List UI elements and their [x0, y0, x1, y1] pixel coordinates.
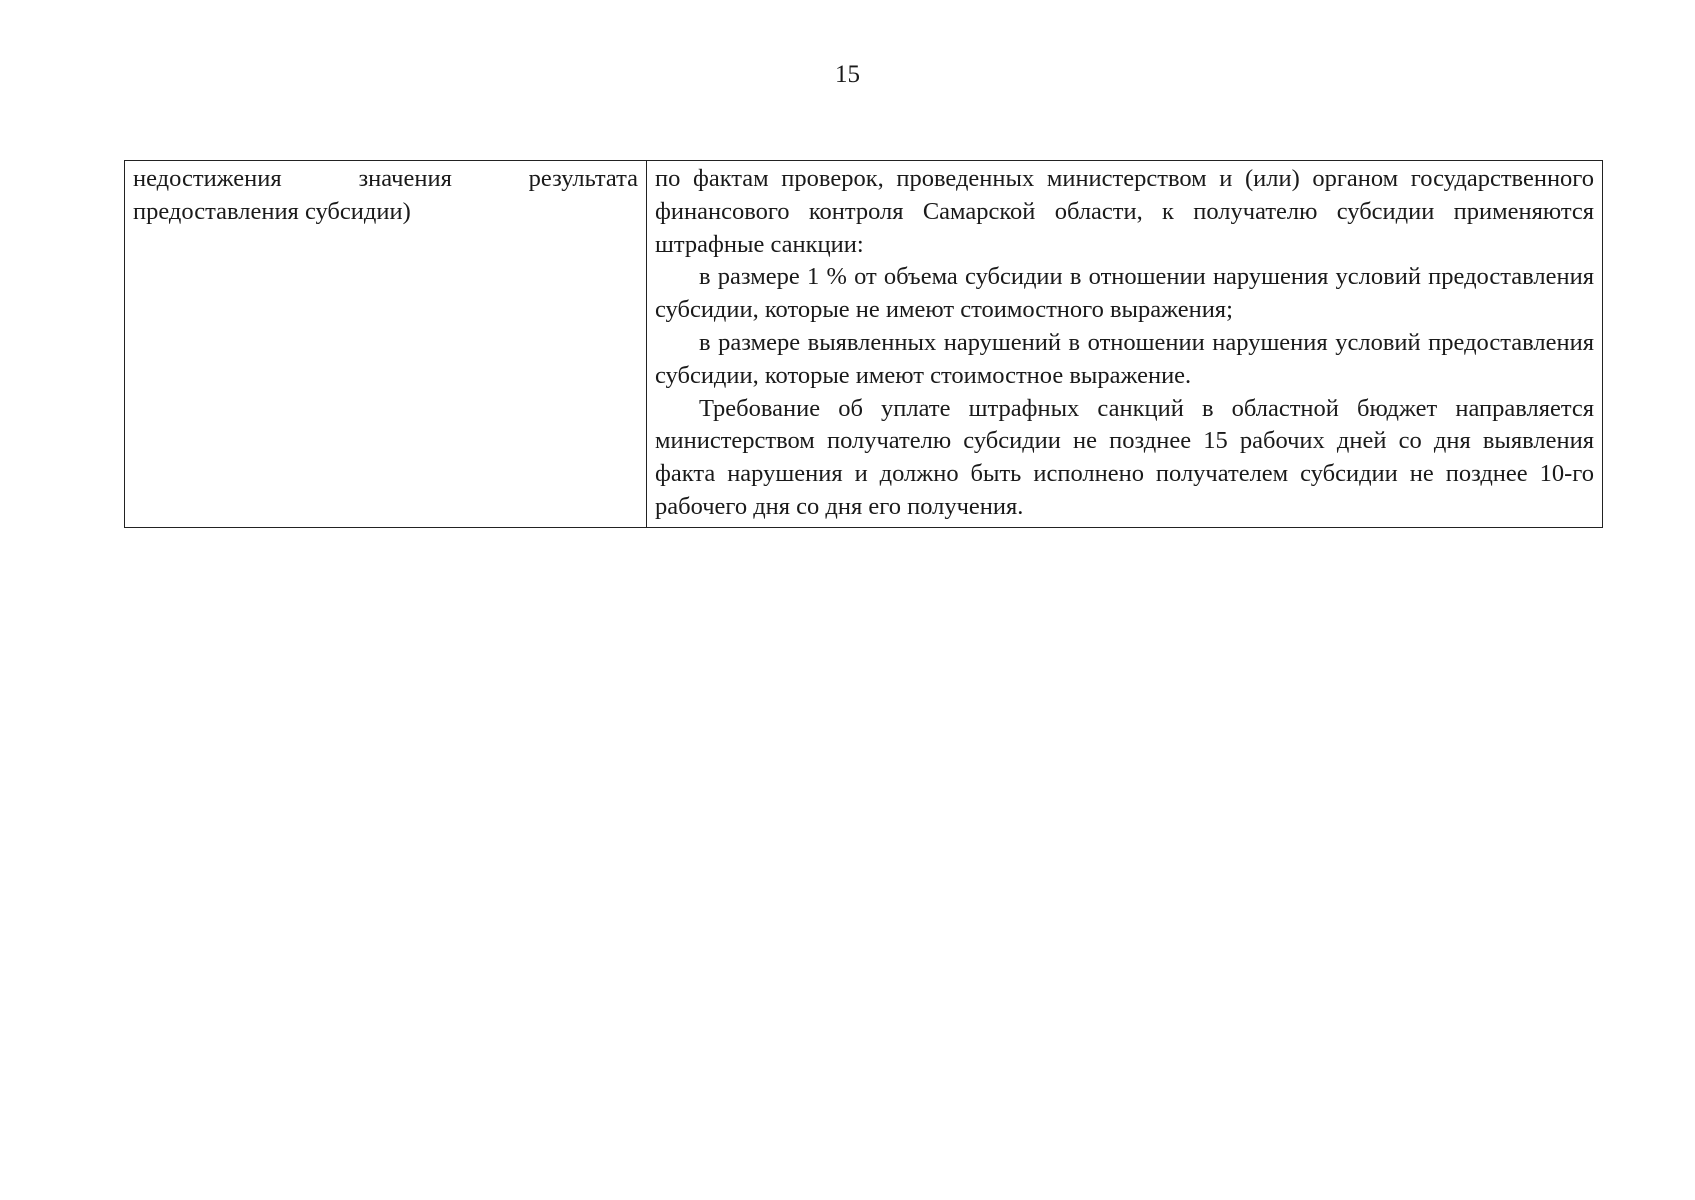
- right-cell-paragraph-4: Требование об уплате штрафных санкций в областной бюджет направляется министерством получателю субсидии не позднее 15 рабочих дней со дня выявления факта нарушения и должно быть исполнено получателем субсидии не позднее 10-го рабочего дня со дня его получения.: [655, 394, 1594, 520]
- table-cell-left: [125, 161, 647, 528]
- table-cell-right: [647, 161, 1603, 528]
- document-table: [124, 160, 1603, 528]
- right-cell-paragraph-3: в размере выявленных нарушений в отношении нарушения условий предоставления субсидии, которые имеют стоимостное выражение.: [655, 328, 1594, 389]
- right-cell-paragraph-2: в размере 1 % от объема субсидии в отношении нарушения условий предоставления субсидии, которые не имеют стоимостного выражения;: [655, 263, 1594, 324]
- table-row: [125, 161, 1603, 528]
- right-cell-paragraph-1: по фактам проверок, проведенных министерством и (или) органом государственного финансового контроля Самарской области, к получателю субсидии применяются штрафные санкции:: [655, 165, 1594, 258]
- page-number: 15: [835, 61, 860, 88]
- left-cell-text: недостижения значения результата предоставления субсидии): [133, 165, 638, 225]
